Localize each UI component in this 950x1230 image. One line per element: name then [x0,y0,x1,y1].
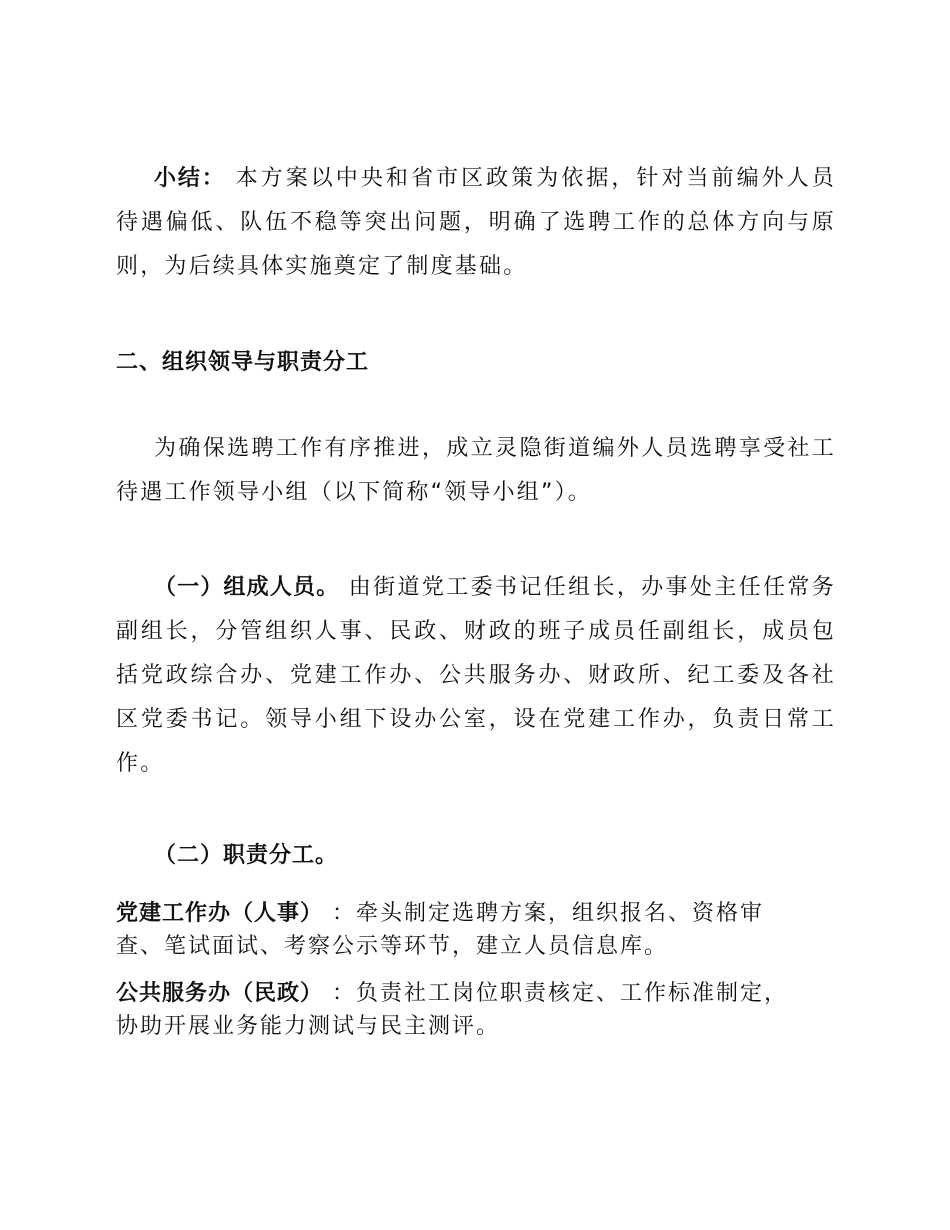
duty-text: ：负责社工岗位职责核定、工作标准制定，协助开展业务能力测试与民主测评。 [116,981,789,1039]
members-paragraph [116,566,836,786]
duty-dept-label: 党建工作办（人事） [116,901,324,926]
duty-item-party-building [116,897,806,963]
duty-dept-label: 公共服务办（民政） [116,981,324,1006]
duty-text: ：牵头制定选聘方案，组织报名、资格审查、笔试面试、考察公示等环节，建立人员信息库。 [116,901,765,959]
summary-paragraph [116,157,836,289]
summary-label: 小结： [154,166,226,191]
duty-item-public-service [116,977,806,1043]
members-label: （一）组成人员。 [154,575,340,600]
members-text: 由街道党工委书记任组长，办事处主任任常务副组长，分管组织人事、民政、财政的班子成员任副组长，成员包括党政综合办、党建工作办、公共服务办、财政所、纪工委及各社区党委书记。领导小组下设办公室，设在党建工作办，负责日常工作。 [116,575,836,776]
section-heading: 二、组织领导与职责分工 [116,350,370,375]
summary-text: 本方案以中央和省市区政策为依据，针对当前编外人员待遇偏低、队伍不稳等突出问题，明确了选聘工作的总体方向与原则，为后续具体实施奠定了制度基础。 [116,166,836,279]
intro-paragraph: 为确保选聘工作有序推进，成立灵隐街道编外人员选聘享受社工待遇工作领导小组（以下简称“领导小组”）。 [116,436,836,505]
duties-heading: （二）职责分工。 [154,843,339,868]
